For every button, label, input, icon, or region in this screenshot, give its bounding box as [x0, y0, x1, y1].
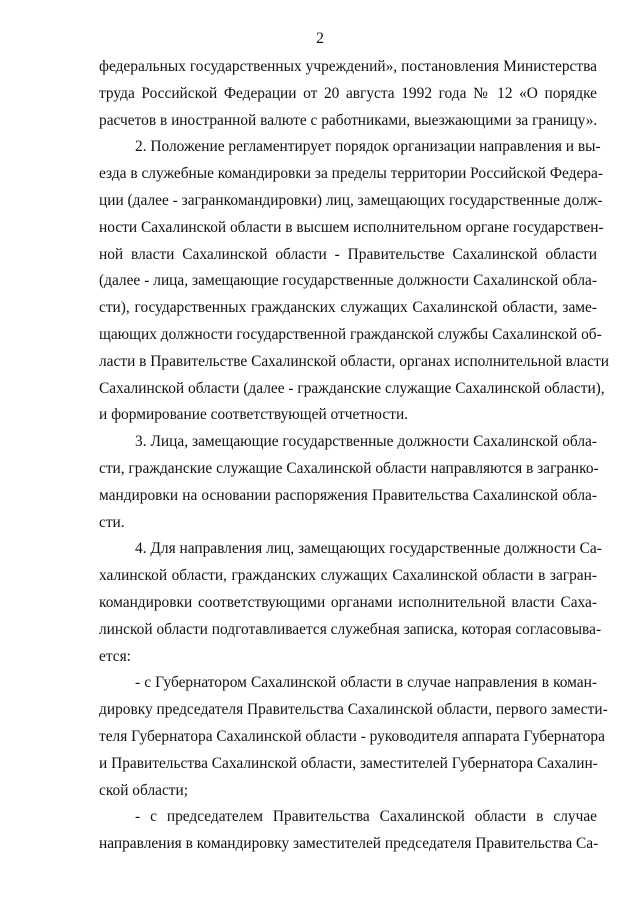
paragraph-continuation: [99, 54, 597, 134]
text-line: щающих должности государственной гражданской службы Сахалинской об-: [99, 325, 602, 343]
text-line: мандировки на основании распоряжения Правительства Сахалинской обла-: [99, 486, 597, 504]
text-line: Сахалинской области (далее - гражданские служащие Сахалинской области),: [99, 379, 605, 397]
paragraph-dash-chairman: [99, 804, 597, 858]
text-line: 3. Лица, замещающие государственные должности Сахалинской обла-: [135, 433, 597, 451]
text-line: направления в командировку заместителей председателя Правительства Са-: [99, 835, 599, 853]
text-line: ности Сахалинской области в высшем исполнительном органе государствен-: [99, 218, 604, 236]
text-line: труда Российской Федерации от 20 августа 1992 года № 12 «О порядке: [99, 84, 597, 102]
text-line: расчетов в иностранной валюте с работниками, выезжающими за границу».: [99, 111, 598, 129]
text-line: и Правительства Сахалинской области, заместителей Губернатора Сахалин-: [99, 754, 598, 772]
text-line: ется:: [99, 647, 131, 665]
text-line: - с Губернатором Сахалинской области в случае направления в коман-: [135, 674, 597, 692]
paragraph-item-2: [99, 134, 609, 429]
document-body: [99, 54, 609, 858]
text-line: командировки соответствующими органами исполнительной власти Саха-: [99, 593, 597, 611]
paragraph-item-4: [99, 536, 602, 670]
text-line: дировку председателя Правительства Сахалинской области, первого замести-: [99, 701, 608, 719]
text-line: 4. Для направления лиц, замещающих государственные должности Са-: [135, 540, 602, 558]
text-line: ции (далее - загранкомандировки) лиц, замещающих государственные долж-: [99, 191, 603, 209]
text-line: ласти в Правительстве Сахалинской области, органах исполнительной власти: [99, 352, 609, 370]
text-line: сти), государственных гражданских служащих Сахалинской области, заме-: [99, 299, 597, 317]
text-line: (далее - лица, замещающие государственные должности Сахалинской обла-: [99, 272, 597, 290]
text-line: и формирование соответствующей отчетности.: [99, 406, 409, 424]
text-line: - с председателем Правительства Сахалинской области в случае: [135, 808, 597, 826]
text-line: сти, гражданские служащие Сахалинской области направляются в загранко-: [99, 459, 599, 477]
text-line: теля Губернатора Сахалинской области - руководителя аппарата Губернатора: [99, 727, 605, 745]
page-number: 2: [316, 30, 324, 47]
paragraph-item-3: [99, 429, 597, 536]
text-line: федеральных государственных учреждений», постановления Министерства: [99, 58, 597, 75]
text-line: 2. Положение регламентирует порядок организации направления и вы-: [135, 138, 601, 156]
text-line: ной власти Сахалинской области - Правительстве Сахалинской области: [99, 245, 597, 263]
text-line: линской области подготавливается служебная записка, которая согласовыва-: [99, 620, 602, 638]
text-line: езда в служебные командировки за пределы территории Российской Федера-: [99, 165, 603, 183]
text-line: ской области;: [99, 781, 189, 799]
text-line: сти.: [99, 513, 125, 531]
paragraph-dash-governor: [99, 670, 608, 804]
text-line: халинской области, гражданских служащих Сахалинской области в загран-: [99, 567, 597, 585]
